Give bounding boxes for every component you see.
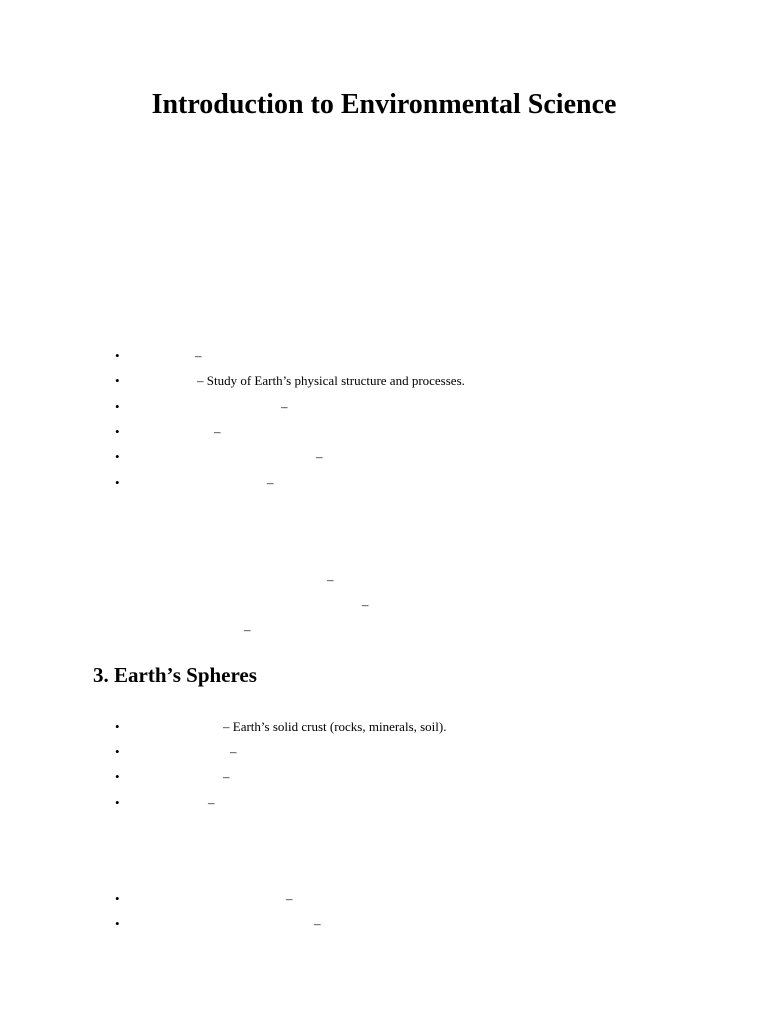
bullet-icon: • [115,916,120,931]
bullet-icon: • [115,373,120,388]
list-item-text: – [195,348,202,363]
dash-line: – [362,597,369,612]
list-item-text: – [208,795,215,810]
list-item-text: – Study of Earth’s physical structure and processes. [197,373,465,388]
list-item-text: – [314,916,321,931]
list-item-text: – [286,891,293,906]
section-heading-earths-spheres: 3. Earth’s Spheres [93,663,257,687]
bullet-icon: • [115,891,120,906]
list-item-text: – [281,399,288,414]
bullet-icon: • [115,399,120,414]
bullet-icon: • [115,744,120,759]
list-item-text: – [267,475,274,490]
bullet-icon: • [115,795,120,810]
list-item-text: – [316,449,323,464]
list-item-text: – [223,769,230,784]
list-item-text: – [230,744,237,759]
dash-line: – [327,572,334,587]
bullet-icon: • [115,769,120,784]
bullet-icon: • [115,449,120,464]
list-item-text: – [214,424,221,439]
bullet-icon: • [115,719,120,734]
document-title: Introduction to Environmental Science [151,89,617,120]
dash-line: – [244,622,251,637]
list-item-text: – Earth’s solid crust (rocks, minerals, soil). [223,719,447,734]
bullet-icon: • [115,348,120,363]
bullet-icon: • [115,475,120,490]
bullet-icon: • [115,424,120,439]
